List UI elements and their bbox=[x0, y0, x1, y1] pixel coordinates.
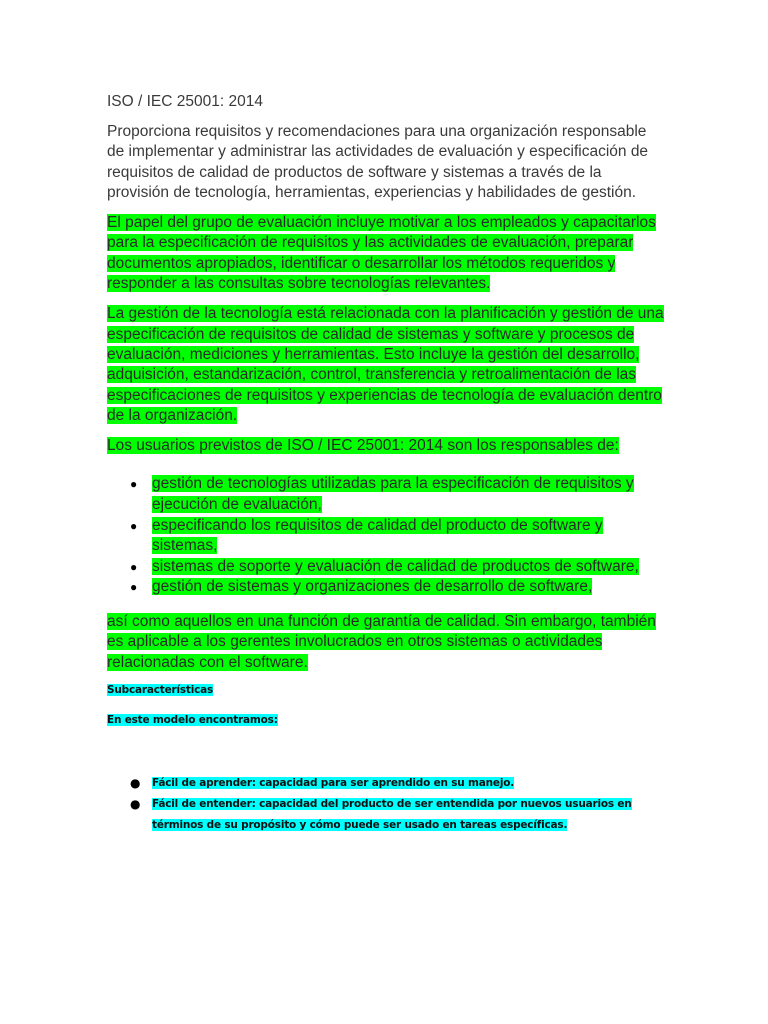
list-item bbox=[130, 577, 667, 598]
model-intro-text: En este modelo encontramos: bbox=[107, 713, 278, 726]
list-item-text: gestión de sistemas y organizaciones de desarrollo de software, bbox=[152, 578, 593, 596]
list-item-text: Fácil de entender: capacidad del producto de ser entendida por nuevos usuarios en términos de su propósito y cómo puede ser usado en tareas específicas. bbox=[152, 797, 632, 831]
document-title bbox=[107, 92, 667, 112]
tech-paragraph bbox=[107, 304, 667, 426]
role-text: El papel del grupo de evaluación incluye motivar a los empleados y capacitarlos para la especificación de requisitos y las actividades de evaluación, preparar documentos apropiados, identificar o desarrollar los métodos requeridos y responder a las consultas sobre tecnologías relevantes. bbox=[107, 214, 656, 293]
intro-text: Proporciona requisitos y recomendaciones para una organización responsable de implementar y administrar las actividades de evaluación y especificación de requisitos de calidad de productos de software y sistemas a través de la provisión de tecnología, herramientas, experiencias y habilidades de gestión. bbox=[107, 123, 649, 201]
tech-text: La gestión de la tecnología está relacionada con la planificación y gestión de una especificación de requisitos de calidad de sistemas y software y procesos de evaluación, mediciones y herramientas. Esto incluye la gestión del desarrollo, adquisición, estandarización, control, transferencia y retroalimentación de las especificaciones de requisitos y experiencias de tecnología de evaluación dentro de la organización. bbox=[107, 305, 664, 424]
list-item-text: Fácil de aprender: capacidad para ser aprendido en su manejo. bbox=[152, 776, 515, 789]
bullet-icon: ● bbox=[130, 796, 141, 811]
bullet-icon: ● bbox=[130, 477, 138, 492]
bullet-icon: ● bbox=[130, 518, 138, 533]
list-item bbox=[130, 794, 667, 836]
list-item bbox=[130, 557, 667, 578]
list-item bbox=[130, 474, 667, 515]
bullet-icon: ● bbox=[130, 775, 141, 790]
users-paragraph bbox=[107, 436, 667, 456]
list-item bbox=[130, 516, 667, 557]
document-page bbox=[107, 92, 667, 836]
bullet-icon: ● bbox=[130, 559, 138, 574]
list-item-text: gestión de tecnologías utilizadas para la especificación de requisitos y ejecución de evaluación, bbox=[152, 475, 634, 514]
subheading bbox=[107, 683, 667, 697]
bullet-icon: ● bbox=[130, 580, 138, 595]
model-intro bbox=[107, 713, 667, 727]
also-paragraph bbox=[107, 612, 667, 673]
model-list bbox=[107, 773, 667, 836]
list-item bbox=[130, 773, 667, 794]
role-paragraph bbox=[107, 213, 667, 294]
responsibility-list bbox=[107, 474, 667, 598]
list-item-text: sistemas de soporte y evaluación de calidad de productos de software, bbox=[152, 557, 639, 575]
users-text: Los usuarios previstos de ISO / IEC 25001: 2014 son los responsables de: bbox=[107, 437, 619, 455]
also-text: así como aquellos en una función de garantía de calidad. Sin embargo, también es aplicable a los gerentes involucrados en otros sistemas o actividades relacionadas con el software. bbox=[107, 613, 656, 671]
list-item-text: especificando los requisitos de calidad del producto de software y sistemas, bbox=[152, 516, 603, 555]
intro-paragraph bbox=[107, 122, 667, 203]
document-title-text: ISO / IEC 25001: 2014 bbox=[107, 93, 263, 110]
subheading-text: Subcaracterísticas bbox=[107, 683, 214, 696]
